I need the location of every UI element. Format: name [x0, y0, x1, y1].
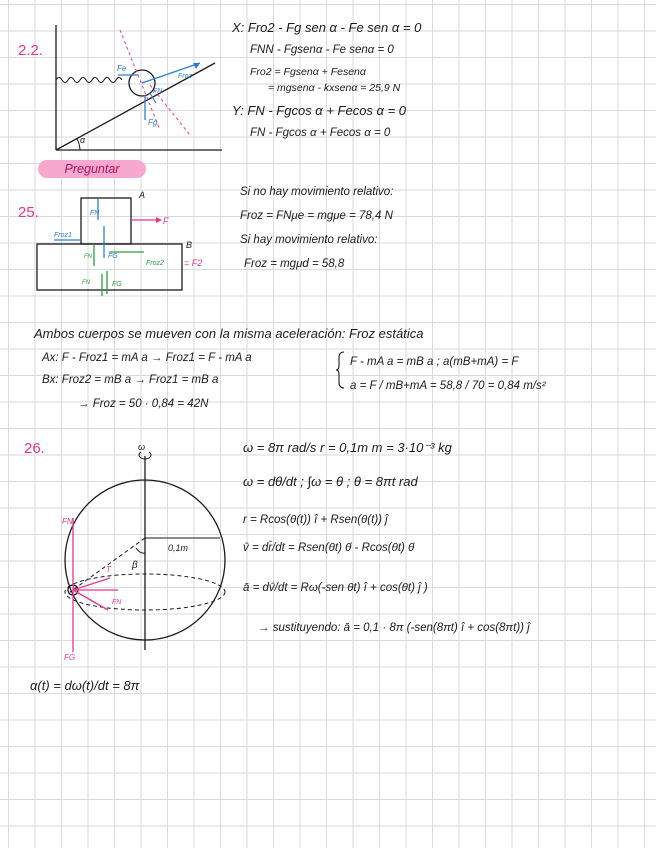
label-eq-f2: = F2: [184, 258, 203, 268]
label-fg: Fg: [148, 118, 158, 127]
eq-25-ax: Ax: F - Froz1 = mA a → Froz1 = F - mA a: [42, 352, 252, 364]
eq-25-bx: Bx: Froz2 = mB a → Froz1 = mB a: [42, 374, 219, 386]
fn-diag-vector: [73, 590, 108, 610]
problem-number-26: 26.: [24, 440, 45, 457]
beta-arc: [136, 548, 145, 553]
label-fe: Fe: [117, 64, 127, 73]
label-fn-bottom: FN: [112, 599, 122, 606]
problem-number-22: 2.2.: [18, 42, 44, 59]
label-radius: 0,1m: [168, 543, 189, 553]
eq-25-froz-dyn: Froz = mgμd = 58,8: [244, 258, 345, 270]
block-a: [81, 198, 131, 244]
eq-22-y: Y: FN - Fgcos α + Fecos α = 0: [232, 103, 407, 118]
eq-26-subs: → sustituyendo: ā = 0,1 · 8π (-sen(8πt) î + cos(8πt)) ĵ: [258, 622, 530, 634]
eq-26-givens: ω = 8π rad/s r = 0,1m m = 3·10⁻³ kg: [243, 440, 452, 455]
label-block-b: B: [186, 240, 193, 250]
label-froz: Froz: [178, 73, 192, 80]
preguntar-tag: Preguntar: [38, 160, 146, 178]
label-alpha: α: [80, 135, 86, 145]
label-fn-top: FN: [90, 210, 100, 217]
eq-22-fn: FN - Fgcos α + Fecos α = 0: [250, 127, 391, 139]
label-f: F: [163, 216, 169, 226]
label-fn: FN: [153, 88, 163, 95]
eq-25-no-mov: Si no hay movimiento relativo:: [240, 186, 394, 198]
eq-25-result: → Froz = 50 · 0,84 = 42N: [78, 398, 209, 410]
eq-25-froz-static: Froz = FNμe = mgμe = 78,4 N: [240, 210, 393, 222]
eq-22-result: = mgsenα - kxsenα = 25,9 N: [268, 82, 401, 94]
eq-25-sys1: F - mA a = mB a ; a(mB+mA) = F: [350, 356, 519, 368]
eq-25-both-move: Ambos cuerpos se mueven con la misma aceleración: Froz estática: [34, 326, 424, 341]
eq-26-alpha: α(t) = dω(t)/dt = 8π: [30, 678, 140, 693]
eq-22-fnn: FNN - Fgsenα - Fe senα = 0: [250, 44, 394, 56]
eq-26-r: r = Rcos(θ(t)) î + Rsen(θ(t)) ĵ: [243, 514, 388, 526]
label-fg-bot: FG: [112, 281, 122, 288]
label-block-a: A: [139, 190, 146, 200]
label-beta: β: [132, 560, 138, 571]
eq-26-a: ā = dv̄/dt = Rω(-sen θt) î + cos(θt) ĵ ): [243, 582, 428, 594]
label-fg-mid: FG: [108, 253, 118, 260]
eq-22-froz: Fro2 = Fgsenα + Fesenα: [250, 66, 366, 78]
eq-25-sys2: a = F / mB+mA = 58,8 / 70 = 0,84 m/s²: [350, 380, 546, 392]
eq-26-v: v̄ = dr̄/dt = Rsen(θt) θ̇ - Rcos(θt) θ̇: [243, 542, 415, 554]
eq-22-x: X: Fro2 - Fg sen α - Fe sen α = 0: [232, 20, 422, 35]
label-fn-bot: FN: [82, 280, 90, 286]
rotating-ring-diagram: [40, 440, 245, 670]
label-fg: FG: [64, 653, 76, 662]
label-fn-left: FN: [62, 517, 73, 526]
label-t: T: [106, 565, 111, 574]
block-b: [37, 244, 182, 290]
spring: [56, 78, 122, 83]
eq-26-w: ω = dθ/dt ; ∫ω = θ ; θ = 8πt rad: [243, 474, 418, 489]
friction-arrowhead: [193, 63, 200, 69]
label-froz1: Froz1: [54, 232, 72, 239]
label-froz2: Froz2: [146, 260, 164, 267]
t-vector: [73, 578, 110, 590]
system-brace: [336, 350, 346, 390]
two-blocks-diagram: [34, 186, 234, 296]
label-omega-axis: ω: [138, 442, 146, 452]
label-fn-mid: FN: [84, 254, 92, 260]
inclined-plane-diagram: [50, 25, 225, 155]
force-f-arrowhead: [156, 217, 162, 223]
eq-25-mov: Si hay movimiento relativo:: [240, 234, 378, 246]
problem-number-25: 25.: [18, 204, 39, 221]
